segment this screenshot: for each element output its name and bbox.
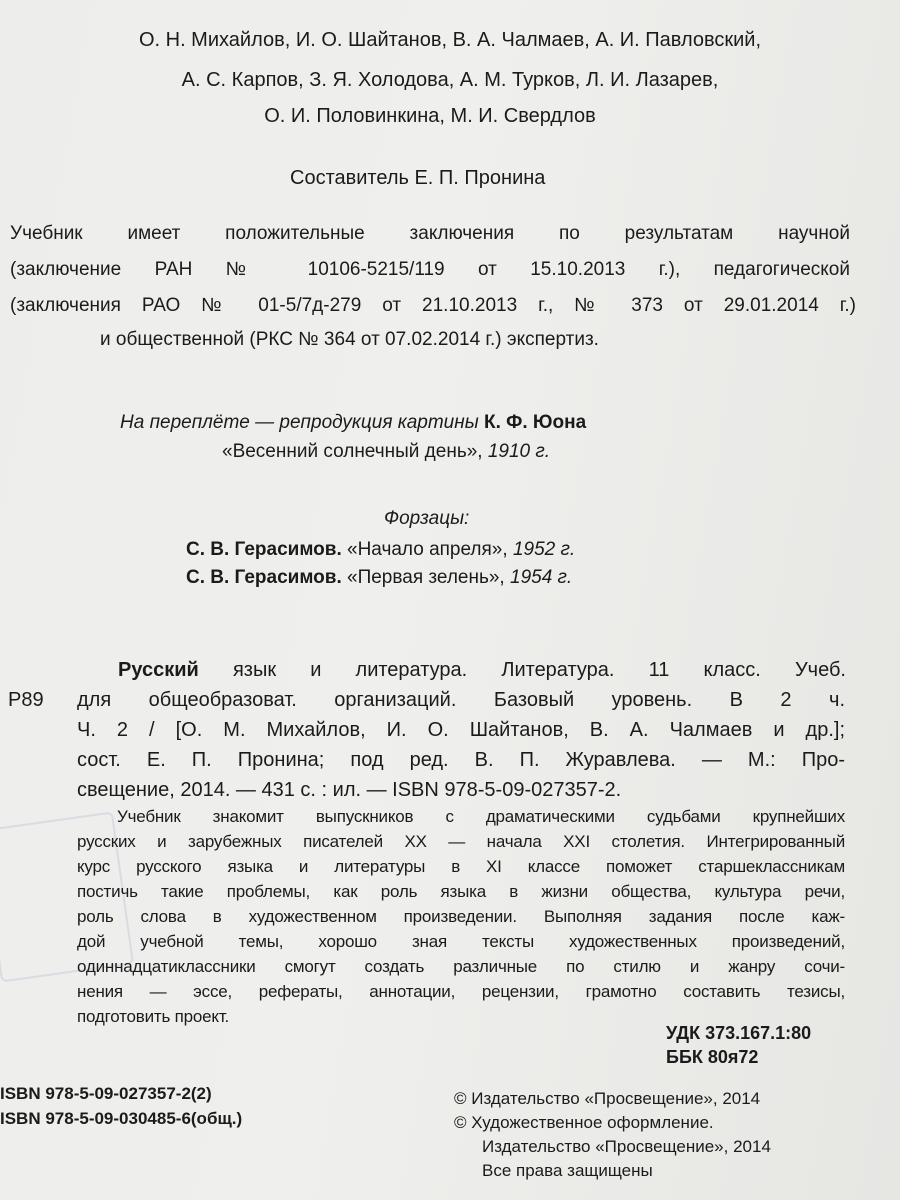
bbk-code: ББК 80я72 [666, 1047, 759, 1067]
catalog-line: Ч. 2 / [О. М. Михайлов, И. О. Шайтанов, В. А. Чалмаев и др.]; [77, 719, 845, 741]
catalog-title-word: Русский [118, 659, 199, 681]
authors-line: А. С. Карпов, З. Я. Холодова, А. М. Турков, Л. И. Лазарев, [181, 69, 719, 91]
authors-line: О. И. Половинкина, М. И. Свердлов [264, 105, 596, 127]
catalog-line: свещение, 2014. — 431 с. : ил. — ISBN 978-5-09-027357-2. [77, 779, 622, 801]
copyright-line: © Художественное оформление. [454, 1113, 714, 1132]
cover-credit [120, 413, 586, 432]
abstract-line: дой учебной темы, хорошо зная тексты художественных произведений, [77, 932, 845, 951]
compiler-line: Составитель Е. П. Пронина [290, 167, 546, 189]
abstract-line: подготовить проект. [77, 1007, 230, 1026]
cover-credit-text: На переплёте — репродукция картины [120, 412, 479, 433]
abstract-line: нения — эссе, рефераты, аннотации, рецензии, грамотно составить тезисы, [77, 982, 845, 1001]
abstract-line: русских и зарубежных писателей XX — начала XXI столетия. Интегрированный [77, 832, 845, 851]
expertise-line: и общественной (РКС № 364 от 07.02.2014 г.) экспертиз. [100, 329, 599, 350]
endpapers-heading: Форзацы: [384, 508, 470, 529]
expertise-line: (заключения РАО № 01-5/7д-279 от 21.10.2013 г., № 373 от 29.01.2014 г.) [10, 295, 856, 316]
endpaper-year: 1954 г. [510, 567, 573, 588]
abstract-line: роль слова в художественном произведении. Выполняя задания после каж- [77, 907, 845, 926]
copyright-line: Все права защищены [482, 1161, 653, 1180]
cover-painting [222, 442, 550, 461]
abstract-line: постичь такие проблемы, как роль языка в жизни общества, культура речи, [77, 882, 845, 901]
endpaper-item [186, 568, 572, 587]
catalog-line: сост. Е. П. Пронина; под ред. В. П. Журавлева. — М.: Про- [77, 749, 845, 771]
abstract-line: курс русского языка и литературы в XI классе поможет старшеклассникам [77, 857, 845, 876]
cover-artist: К. Ф. Юона [483, 412, 587, 433]
copyright-line: Издательство «Просвещение», 2014 [482, 1137, 771, 1156]
abstract-line: одиннадцатиклассники смогут создать различные по стилю и жанру сочи- [77, 957, 845, 976]
endpaper-item [186, 540, 575, 559]
cover-painting-year: 1910 г. [487, 441, 551, 462]
catalog-title-rest: язык и литература. Литература. 11 класс. Учеб. [232, 659, 846, 681]
catalog-line: для общеобразоват. организаций. Базовый уровень. В 2 ч. [77, 689, 845, 711]
endpaper-artist: С. В. Герасимов. [186, 567, 342, 588]
expertise-line: Учебник имеет положительные заключения по результатам научной [10, 223, 850, 244]
cover-painting-title: «Весенний солнечный день», [222, 441, 483, 462]
udk-code: УДК 373.167.1:80 [666, 1023, 812, 1043]
endpaper-title: «Начало апреля», [347, 539, 508, 560]
isbn-line: ISBN 978-5-09-027357-2(2) [0, 1084, 212, 1103]
abstract-line: Учебник знакомит выпускников с драматическими судьбами крупнейших [117, 807, 845, 826]
endpaper-artist: С. В. Герасимов. [186, 539, 342, 560]
authors-line: О. Н. Михайлов, И. О. Шайтанов, В. А. Чалмаев, А. И. Павловский, [138, 29, 762, 51]
endpaper-title: «Первая зелень», [347, 567, 505, 588]
endpaper-year: 1952 г. [512, 539, 576, 560]
expertise-line: (заключение РАН № 10106-5215/119 от 15.10.2013 г.), педагогической [10, 259, 850, 280]
copyright-line: © Издательство «Просвещение», 2014 [454, 1089, 761, 1108]
catalog-index: Р89 [8, 689, 44, 711]
isbn-line: ISBN 978-5-09-030485-6(общ.) [0, 1109, 243, 1128]
catalog-line [118, 660, 846, 680]
